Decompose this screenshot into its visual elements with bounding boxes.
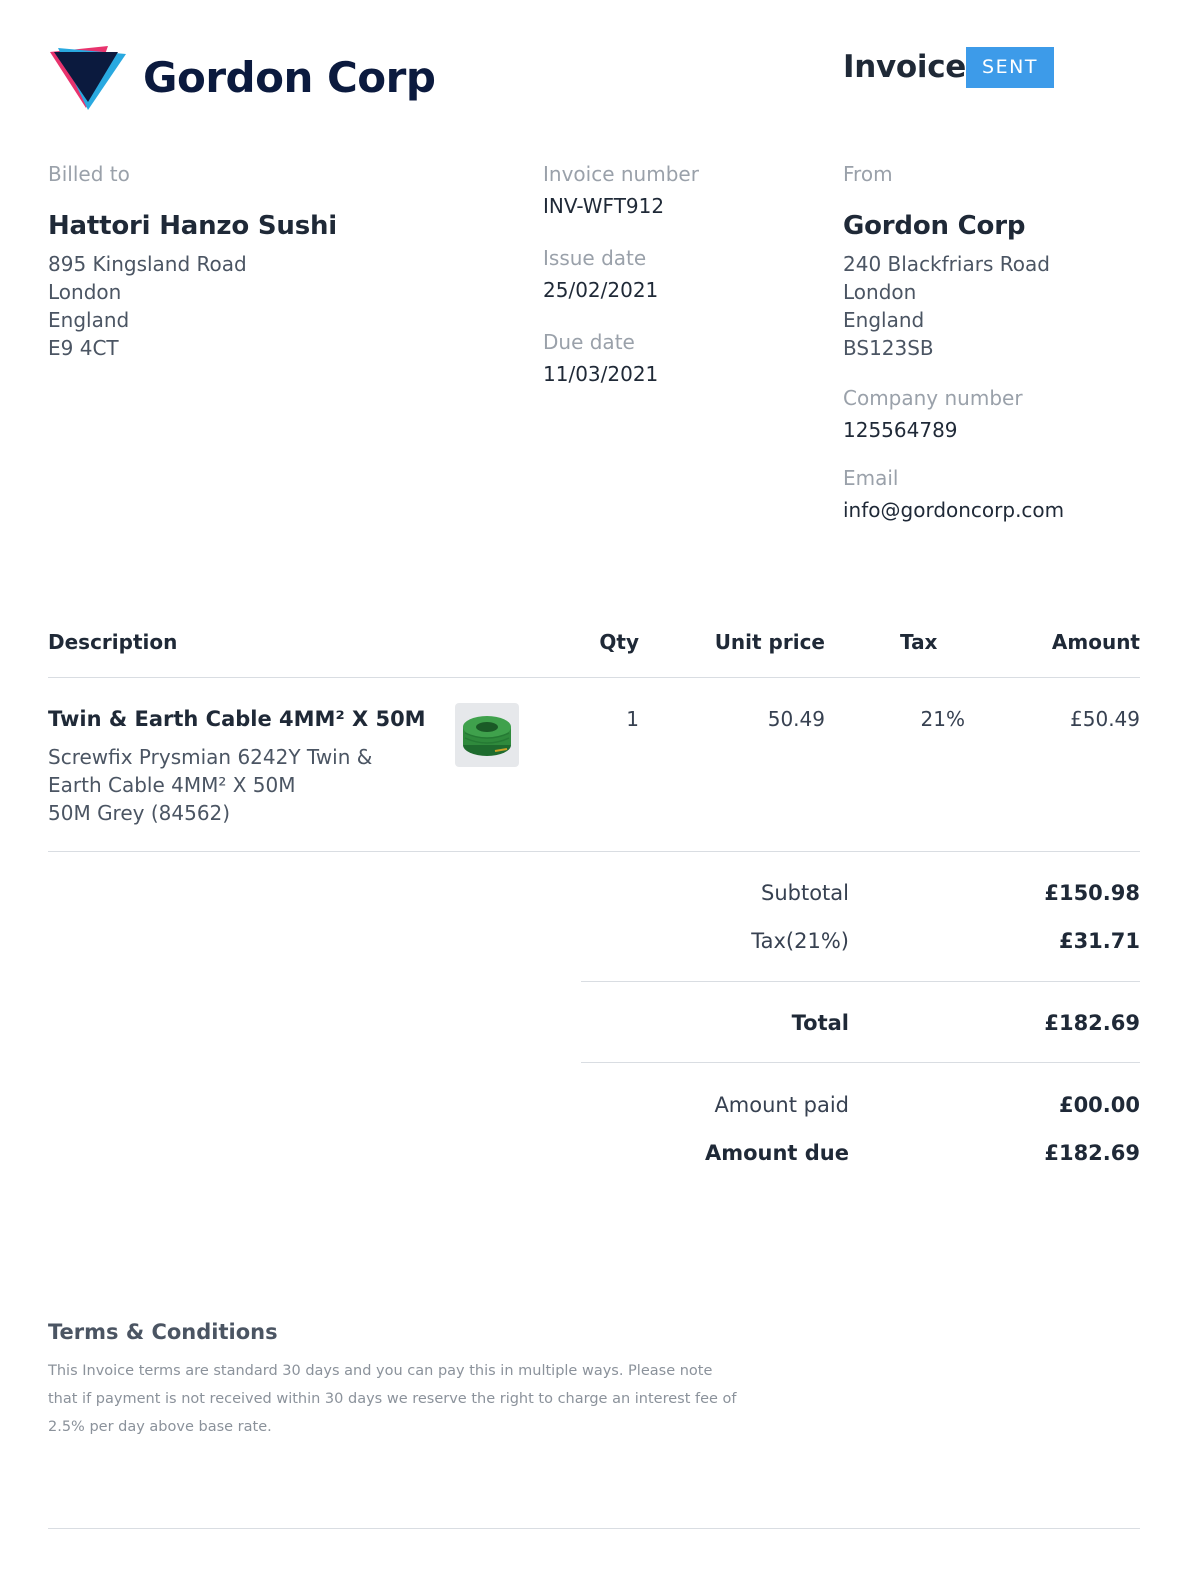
footer-divider	[48, 1528, 1140, 1529]
billed-to-label: Billed to	[48, 162, 130, 186]
address-line: England	[48, 308, 130, 332]
item-description	[48, 743, 372, 827]
tax-value: £31.71	[1058, 929, 1140, 953]
sender-address	[843, 250, 1050, 362]
amount-paid-value: £00.00	[1058, 1093, 1140, 1117]
address-line: London	[843, 280, 917, 304]
document-title: Invoice	[843, 49, 967, 85]
status-badge: SENT	[966, 47, 1054, 88]
issue-date: 25/02/2021	[543, 278, 659, 302]
tax-label: Tax(21%)	[751, 929, 849, 953]
invoice-number: INV-WFT912	[543, 194, 665, 218]
due-date-label: Due date	[543, 330, 635, 354]
total-value: £182.69	[1044, 1011, 1140, 1035]
address-line: E9 4CT	[48, 336, 119, 360]
total-label: Total	[791, 1011, 849, 1035]
company-logo	[48, 46, 128, 112]
divider	[581, 1062, 1140, 1063]
client-name: Hattori Hanzo Sushi	[48, 211, 338, 241]
terms-heading: Terms & Conditions	[48, 1320, 278, 1344]
address-line: BS123SB	[843, 336, 934, 360]
subtotal-value: £150.98	[1044, 881, 1140, 905]
amount-due-label: Amount due	[704, 1141, 849, 1165]
product-thumbnail	[455, 703, 519, 767]
company-name: Gordon Corp	[143, 53, 436, 102]
company-number: 125564789	[843, 418, 958, 442]
col-header-unit-price: Unit price	[714, 630, 825, 654]
item-description-line: Screwfix Prysmian 6242Y Twin &	[48, 745, 373, 769]
email-link[interactable]: info@gordoncorp.com	[843, 498, 1065, 522]
amount-due-value: £182.69	[1044, 1141, 1140, 1165]
divider	[581, 981, 1140, 982]
email-label: Email	[843, 466, 899, 490]
col-header-description: Description	[48, 630, 178, 654]
item-amount: £50.49	[1070, 707, 1140, 731]
item-tax: 21%	[920, 707, 965, 731]
invoice-number-label: Invoice number	[543, 162, 699, 186]
item-title: Twin & Earth Cable 4MM² X 50M	[48, 707, 426, 731]
client-address	[48, 250, 247, 362]
issue-date-label: Issue date	[543, 246, 647, 270]
company-number-label: Company number	[843, 386, 1023, 410]
address-line: 895 Kingsland Road	[48, 252, 247, 276]
item-qty: 1	[626, 707, 639, 731]
col-header-qty: Qty	[599, 630, 639, 654]
item-unit-price: 50.49	[767, 707, 825, 731]
item-description-line: Earth Cable 4MM² X 50M	[48, 773, 296, 797]
divider	[48, 677, 1140, 678]
terms-body: This Invoice terms are standard 30 days and you can pay this in multiple ways. Please note that if payment is not received within 30 days we reserve the right to charge an interest fee of 2.5% per day above base rate.	[48, 1363, 737, 1435]
subtotal-label: Subtotal	[761, 881, 849, 905]
due-date: 11/03/2021	[543, 362, 659, 386]
address-line: England	[843, 308, 925, 332]
col-header-amount: Amount	[1051, 630, 1140, 654]
col-header-tax: Tax	[900, 630, 938, 654]
from-label: From	[843, 162, 893, 186]
cable-coil-icon	[455, 703, 519, 767]
address-line: London	[48, 280, 122, 304]
address-line: 240 Blackfriars Road	[843, 252, 1050, 276]
item-description-line: 50M Grey (84562)	[48, 801, 231, 825]
sender-name: Gordon Corp	[843, 211, 1026, 241]
amount-paid-label: Amount paid	[714, 1093, 849, 1117]
divider	[48, 851, 1140, 852]
